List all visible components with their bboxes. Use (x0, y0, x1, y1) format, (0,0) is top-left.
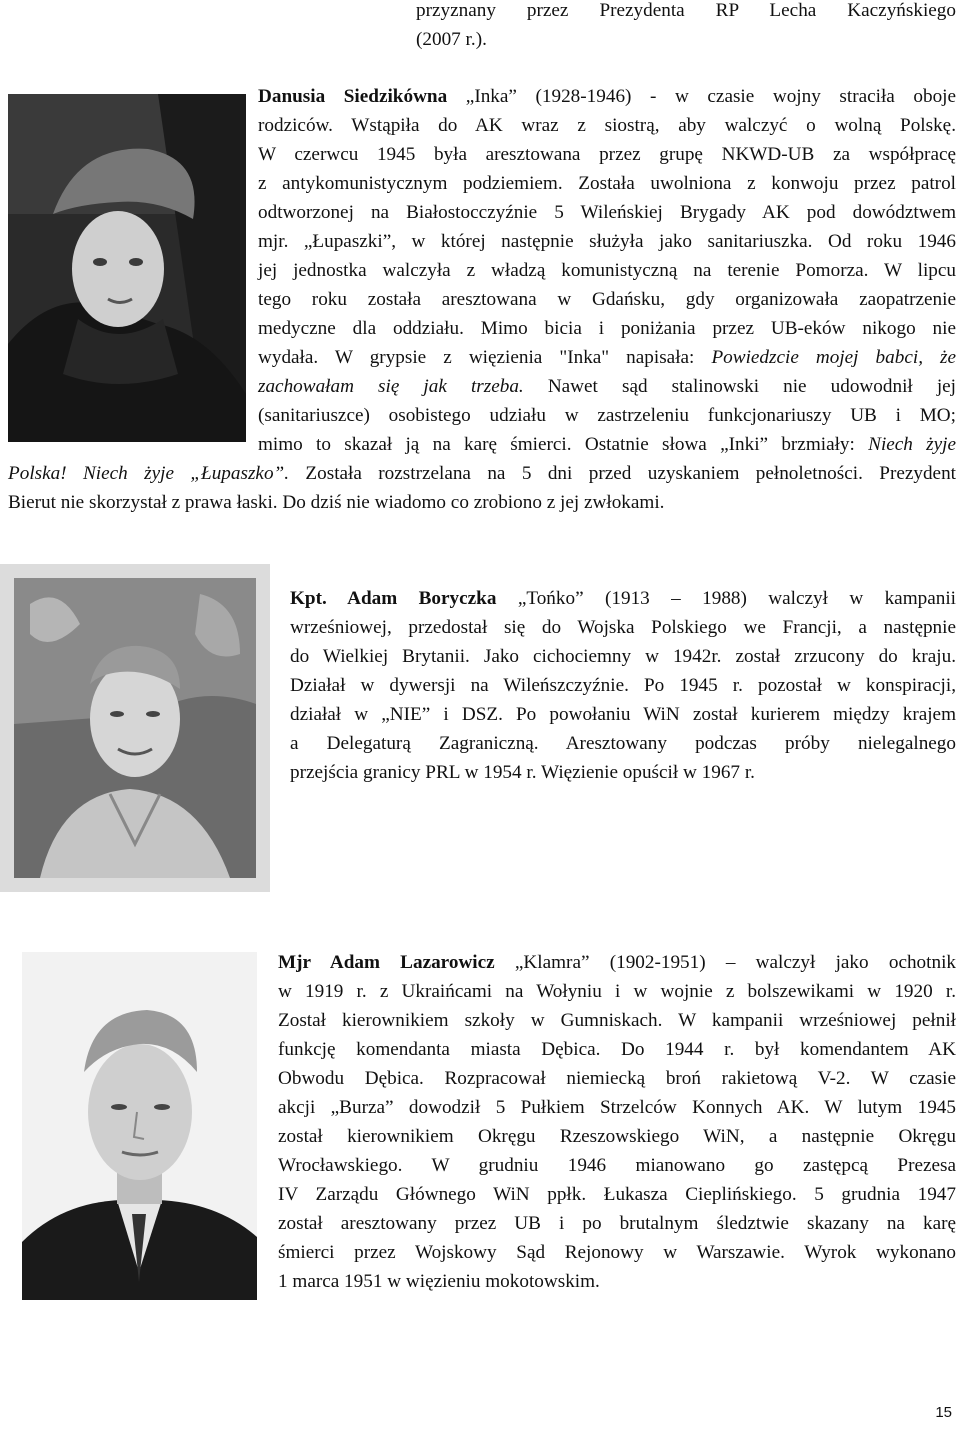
lazarowicz-name: Mjr Adam Lazarowicz (278, 952, 495, 973)
inka-line-14 (8, 459, 956, 488)
boryczka-line-2: wrześniowej, przedostał się do Wojska Polskiego we Francji, a następnie (290, 617, 956, 638)
inka-line-14-b: Została rozstrzelana na 5 dni przed uzyskaniem pełnoletności. Prezydent (305, 463, 956, 484)
inka-line-2: rodziców. Wstąpiła do AK wraz z siostrą, aby walczyć o wolną Polskę. (258, 115, 956, 136)
inka-line-6: mjr. „Łupaszki”, w której następnie służyła jako sanitariuszka. Od roku 1946 (258, 231, 956, 252)
lazarowicz-line-6: akcji „Burza” dowodził 5 Pułkiem Strzelców Konnych AK. W lutym 1945 (278, 1097, 956, 1118)
inka-last-words-2: Polska! Niech żyje „Łupaszko”. (8, 463, 290, 484)
lazarowicz-line-12: 1 marca 1951 w więzieniu mokotowskim. (278, 1271, 600, 1292)
page-number: 15 (935, 1404, 952, 1421)
inka-line-13-a: mimo to skazał ją na karę śmierci. Ostatnie słowa „Inki” brzmiały: (258, 434, 855, 455)
top-line-2: (2007 r.). (416, 29, 487, 50)
inka-line-15: Bierut nie skorzystał z prawa łaski. Do dziś nie wiadomo co zrobiono z jej zwłokami. (8, 492, 665, 513)
lazarowicz-line-2: w 1919 r. z Ukraińcami na Wołyniu i w wojnie z bolszewikami w 1920 r. (278, 981, 956, 1002)
inka-line-1 (258, 82, 956, 111)
lazarowicz-line-1 (278, 948, 956, 977)
inka-line-1-text: „Inka” (1928-1946) - w czasie wojny straciła oboje (465, 86, 957, 107)
photo-adam-lazarowicz (22, 952, 257, 1300)
boryczka-line-1-text: „Tońko” (1913 – 1988) walczył w kampanii (517, 588, 956, 609)
boryczka-name: Kpt. Adam Boryczka (290, 588, 497, 609)
boryczka-line-6: a Delegaturą Zagraniczną. Aresztowany podczas próby nielegalnego (290, 733, 956, 754)
inka-line-3: W czerwcu 1945 była aresztowana przez grupę NKWD-UB za współpracę (258, 144, 956, 165)
lazarowicz-line-11: śmierci przez Wojskowy Sąd Rejonowy w Warszawie. Wyrok wykonano (278, 1242, 956, 1263)
inka-line-8: tego roku została aresztowana w Gdańsku, gdy organizowała zaopatrzenie (258, 289, 956, 310)
inka-line-11 (258, 372, 956, 401)
inka-quote-1: Powiedzcie mojej babci, że (711, 347, 957, 368)
photo-adam-boryczka (0, 564, 270, 892)
bio-boryczka (290, 584, 956, 787)
inka-line-5: odtworzonej na Białostocczyźnie 5 Wileńskiej Brygady AK pod dowództwem (258, 202, 956, 223)
lazarowicz-line-7: został kierownikiem Okręgu Rzeszowskiego WiN, a następnie Okręgu (278, 1126, 956, 1147)
boryczka-line-7: przejścia granicy PRL w 1954 r. Więzienie opuścił w 1967 r. (290, 762, 755, 783)
top-continuation (416, 0, 956, 54)
inka-name: Danusia Siedzikówna (258, 86, 448, 107)
bio-lazarowicz (278, 948, 956, 1296)
inka-quote-2: zachowałam się jak trzeba. (258, 376, 524, 397)
inka-line-11-b: Nawet sąd stalinowski nie udowodnił jej (547, 376, 956, 397)
boryczka-line-4: Działał w dywersji na Wileńszczyźnie. Po 1945 r. pozostał w konspiracji, (290, 675, 956, 696)
inka-line-7: jej jednostka walczyła z władzą komunistyczną na terenie Pomorza. W lipcu (258, 260, 956, 281)
boryczka-line-5: działał w „NIE” i DSZ. Po powołaniu WiN został kurierem między krajem (290, 704, 956, 725)
lazarowicz-line-8: Wrocławskiego. W grudniu 1946 mianowano go zastępcą Prezesa (278, 1155, 956, 1176)
inka-line-12: (sanitariuszce) osobistego udziału w zastrzeleniu funkcjonariuszy UB i MO; (258, 405, 956, 426)
bio-inka (8, 82, 956, 517)
lazarowicz-line-4: funkcję komendanta miasta Dębica. Do 1944 r. był komendantem AK (278, 1039, 956, 1060)
inka-line-9: medyczne dla oddziału. Mimo bicia i poniżania przez UB-eków nikogo nie (258, 318, 956, 339)
inka-last-words-1: Niech żyje (868, 434, 957, 455)
top-line-1: przyznany przez Prezydenta RP Lecha Kaczyńskiego (416, 0, 956, 21)
inka-line-13 (258, 430, 956, 459)
lazarowicz-line-9: IV Zarządu Głównego WiN ppłk. Łukasza Cieplińskiego. 5 grudnia 1947 (278, 1184, 956, 1205)
inka-line-10 (258, 343, 956, 372)
inka-line-10-a: wydała. W grypsie z więzienia "Inka" napisała: (258, 347, 695, 368)
lazarowicz-line-10: został aresztowany przez UB i po brutalnym śledztwie skazany na karę (278, 1213, 956, 1234)
lazarowicz-line-3: Został kierownikiem szkoły w Gumniskach. W kampanii wrześniowej pełnił (278, 1010, 956, 1031)
inka-line-4: z antykomunistycznym podziemiem. Została uwolniona z konwoju przez patrol (258, 173, 956, 194)
boryczka-line-1 (290, 584, 956, 613)
boryczka-line-3: do Wielkiej Brytanii. Jako cichociemny w 1942r. został zrzucony do kraju. (290, 646, 956, 667)
lazarowicz-line-1-text: „Klamra” (1902-1951) – walczył jako ochotnik (514, 952, 956, 973)
lazarowicz-line-5: Obwodu Dębica. Rozpracował niemiecką broń rakietową V-2. W czasie (278, 1068, 956, 1089)
